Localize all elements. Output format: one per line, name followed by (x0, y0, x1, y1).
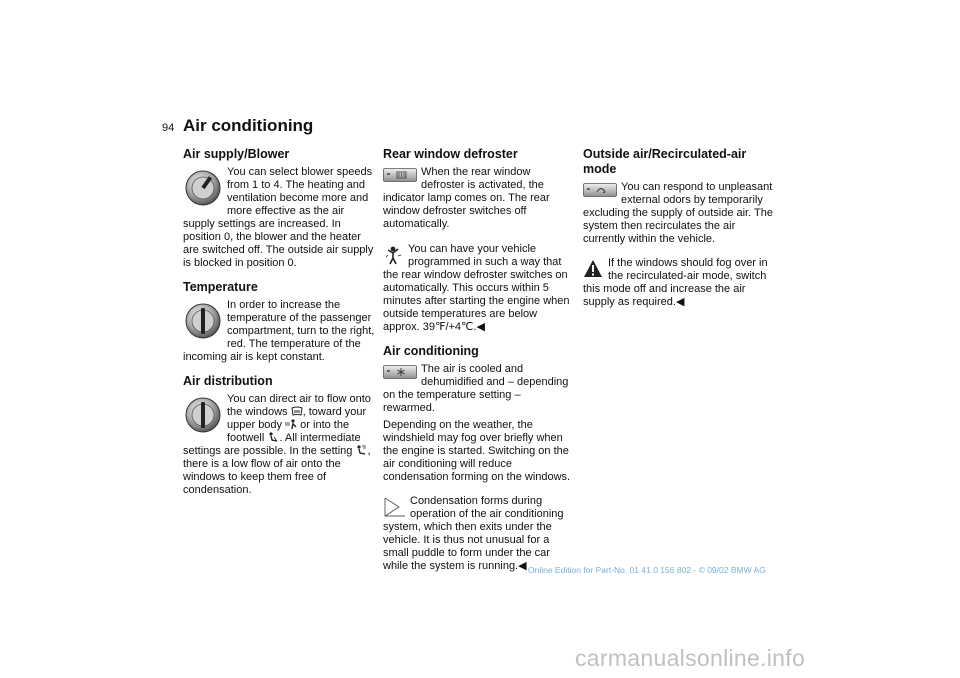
warning-icon (583, 259, 603, 279)
recirculation-button-icon (583, 183, 617, 197)
middle-column (383, 147, 575, 573)
recirc-section (583, 181, 775, 246)
blower-section (183, 166, 375, 270)
temperature-section (183, 299, 375, 364)
distribution-section (183, 393, 375, 497)
ac-heading: Air conditioning (383, 344, 479, 358)
blower-heading: Air supply/Blower (183, 147, 290, 161)
note-triangle-icon (383, 497, 407, 517)
defroster-section (383, 166, 575, 231)
upper-body-airflow-icon (285, 419, 297, 430)
ac-text-2: Depending on the weather, the windshield may fog over briefly when the engine is started. Switching on the air conditioning will reduce condensation forming on the windows. (383, 419, 571, 483)
distribution-heading: Air distribution (183, 374, 273, 388)
left-column (183, 147, 375, 497)
defroster-heading: Rear window defroster (383, 147, 518, 161)
blower-dial-icon (183, 168, 223, 208)
page-number: 94 (162, 122, 175, 134)
recirc-heading: Outside air/Recirculated-air mode (583, 147, 747, 176)
rear-defroster-button-icon (383, 168, 417, 182)
distribution-dial-icon (183, 395, 223, 435)
windshield-airflow-icon (291, 406, 303, 417)
watermark: carmanualsonline.info (575, 645, 806, 671)
ac-button-icon (383, 365, 417, 379)
defroster-note (383, 243, 575, 334)
recirc-warning (583, 257, 775, 309)
page-title: Air conditioning (183, 116, 314, 135)
right-column (583, 147, 775, 309)
ac-text-1: The air is cooled and dehumidified and – depending on the temperature setting – rewarmed. (383, 363, 569, 414)
temperature-text: In order to increase the temperature of the passenger compartment, turn to the right, red. The temperature of the incoming air is kept constant. (183, 299, 375, 363)
edition-footer: Online Edition for Part-No. 01 41 0 156 802 - © 09/02 BMW AG (528, 565, 766, 575)
recirc-warning-text: If the windows should fog over in the recirculated-air mode, switch this mode off and increase the air supply as required.◀ (583, 257, 768, 308)
windshield-footwell-airflow-icon (355, 445, 367, 456)
service-note-icon (383, 245, 403, 265)
distribution-text: You can direct air to flow onto the windows , toward your upper body or into the footwell . All intermediate settings are possible. In the setting , there is a low flow of air onto the windows to keep them free of condensation. (183, 393, 371, 496)
temperature-dial-icon (183, 301, 223, 341)
temperature-heading: Temperature (183, 280, 258, 294)
ac-note-text: Condensation forms during operation of the air conditioning system, which then exits under the vehicle. It is thus not unusual for a small puddle to form under the car while the system is running.◀ (383, 495, 564, 572)
footwell-airflow-icon (267, 432, 279, 443)
blower-text: You can select blower speeds from 1 to 4. The heating and ventilation become more and more effective as the air supply settings are increased. In position 0, the blower and the heater are switched off. The outside air supply is blocked in position 0. (183, 166, 374, 269)
ac-note (383, 495, 575, 573)
recirc-text: You can respond to unpleasant external odors by temporarily excluding the supply of outside air. The system then recirculates the air currently within the vehicle. (583, 181, 773, 245)
defroster-text: When the rear window defroster is activated, the indicator lamp comes on. The rear window defroster switches off automatically. (383, 166, 550, 230)
defroster-note-text: You can have your vehicle programmed in such a way that the rear window defroster switches on automatically. This occurs within 5 minutes after starting the engine when outside temperatures are below approx. 39℉/+4℃.◀ (383, 243, 570, 333)
ac-section (383, 363, 575, 415)
